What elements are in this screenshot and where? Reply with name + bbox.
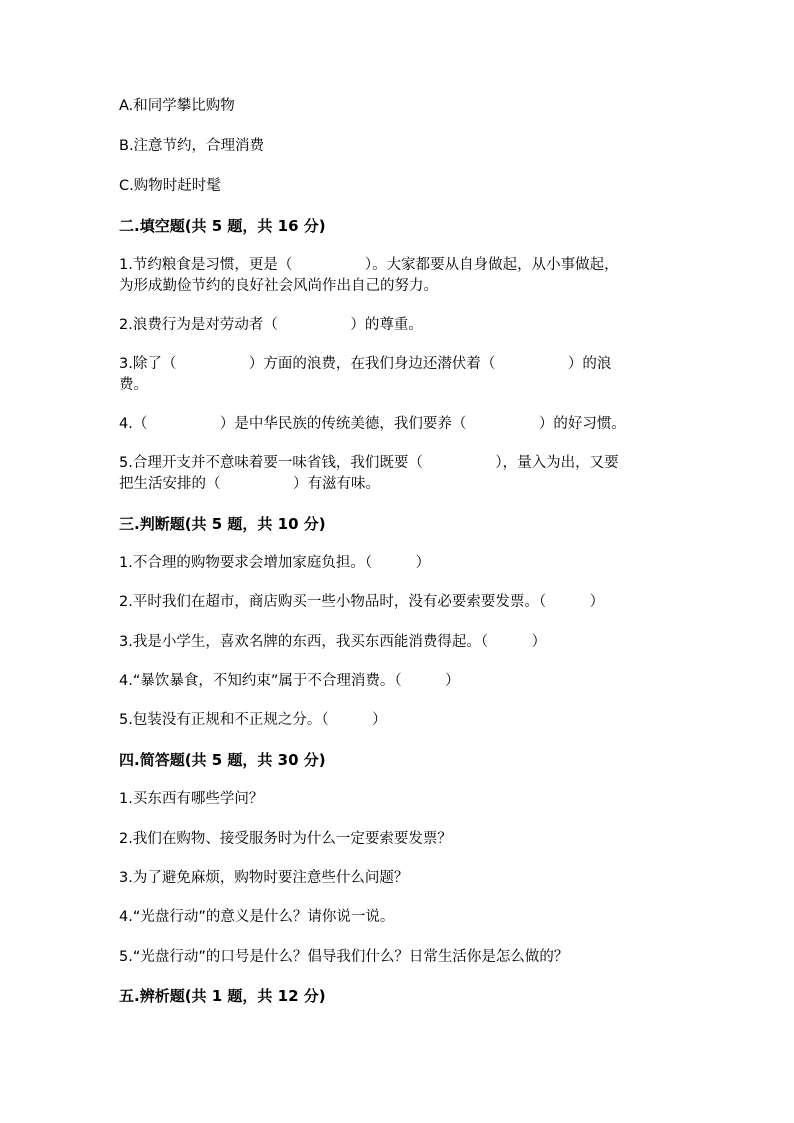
judge-question-1: 1.不合理的购物要求会增加家庭负担。（ ） — [119, 555, 431, 571]
fill-question-5-line-2: 把生活安排的（ ）有滋有味。 — [119, 476, 380, 492]
option-a: A.和同学攀比购物 — [119, 98, 235, 114]
short-answer-question-1: 1.买东西有哪些学问？ — [119, 791, 264, 807]
judge-question-3: 3.我是小学生，喜欢名牌的东西，我买东西能消费得起。（ ） — [119, 634, 547, 650]
fill-question-1-line-1: 1.节约粮食是习惯，更是（ ）。大家都要从自身做起，从小事做起， — [119, 257, 619, 273]
section-2-heading: 二.填空题(共 5 题，共 16 分) — [119, 217, 326, 235]
option-c: C.购物时赶时髦 — [119, 178, 221, 194]
section-3-heading: 三.判断题(共 5 题，共 10 分) — [119, 515, 326, 533]
judge-question-4: 4.“暴饮暴食，不知约束”属于不合理消费。（ ） — [119, 673, 460, 689]
fill-question-1-line-2: 为形成勤俭节约的良好社会风尚作出自己的努力。 — [119, 278, 438, 294]
fill-question-3-line-2: 费。 — [119, 377, 148, 393]
short-answer-question-5: 5.“光盘行动”的口号是什么？倡导我们什么？日常生活你是怎么做的？ — [119, 949, 569, 965]
section-4-heading: 四.简答题(共 5 题，共 30 分) — [119, 751, 326, 769]
fill-question-4: 4.（ ）是中华民族的传统美德，我们要养（ ）的好习惯。 — [119, 416, 626, 432]
short-answer-question-4: 4.“光盘行动”的意义是什么？请你说一说。 — [119, 909, 395, 925]
fill-question-5-line-1: 5.合理开支并不意味着要一味省钱，我们既要（ ），量入为出，又要 — [119, 455, 619, 471]
section-5-heading: 五.辨析题(共 1 题，共 12 分) — [119, 987, 326, 1005]
option-b: B.注意节约，合理消费 — [119, 138, 265, 154]
fill-question-2: 2.浪费行为是对劳动者（ ）的尊重。 — [119, 317, 423, 333]
short-answer-question-2: 2.我们在购物、接受服务时为什么一定要索要发票？ — [119, 831, 452, 847]
fill-question-3-line-1: 3.除了（ ）方面的浪费，在我们身边还潜伏着（ ）的浪 — [119, 356, 612, 372]
judge-question-2: 2.平时我们在超市，商店购买一些小物品时，没有必要索要发票。（ ） — [119, 594, 605, 610]
short-answer-question-3: 3.为了避免麻烦，购物时要注意些什么问题？ — [119, 870, 409, 886]
judge-question-5: 5.包装没有正规和不正规之分。（ ） — [119, 712, 387, 728]
